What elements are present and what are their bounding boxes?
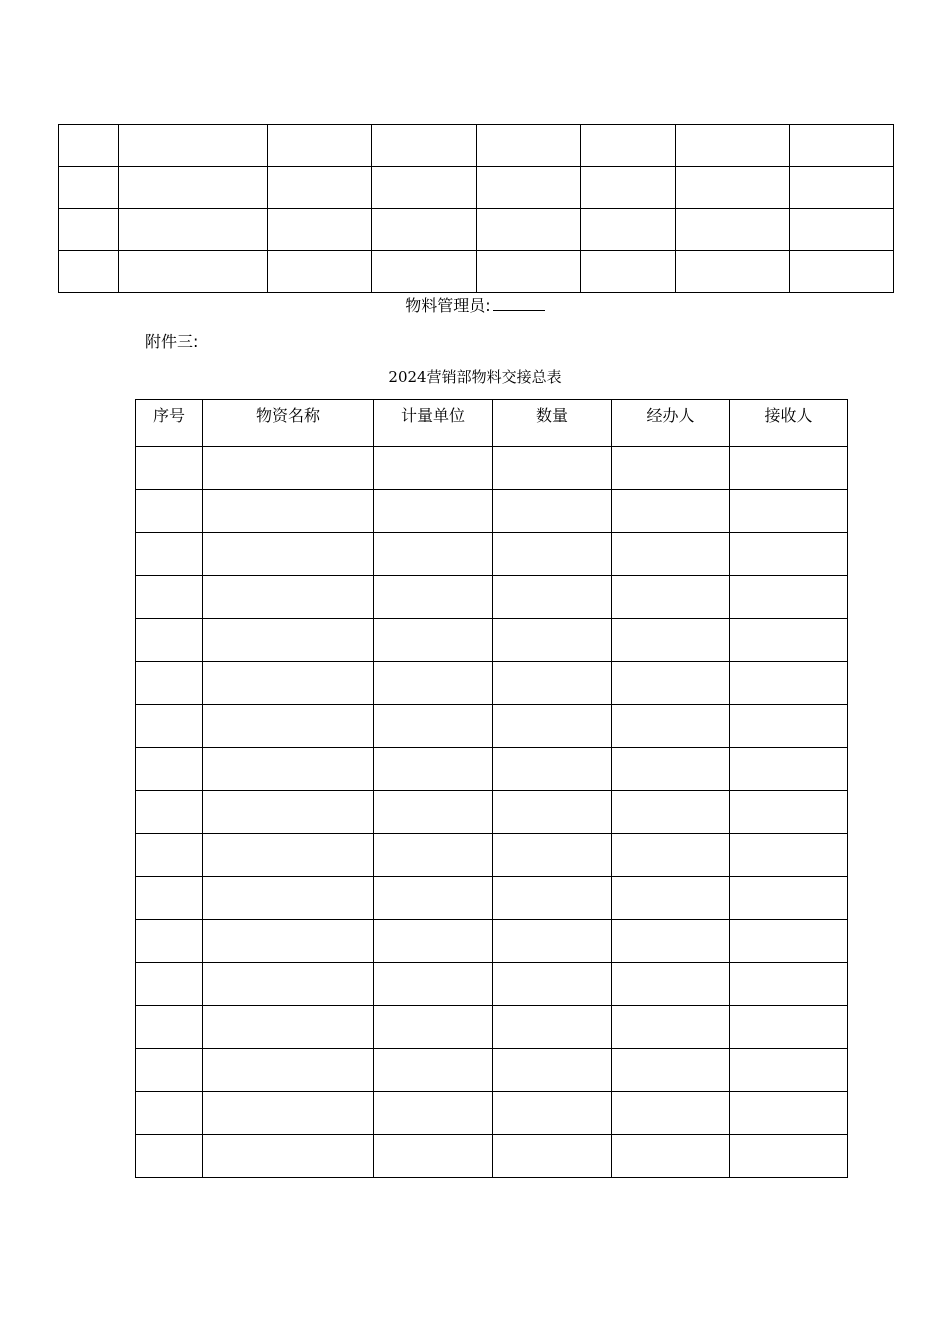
table-cell[interactable] — [374, 619, 493, 662]
table-cell[interactable] — [493, 447, 612, 490]
table-row — [59, 125, 894, 167]
header-material-name: 物资名称 — [203, 400, 374, 447]
table-cell[interactable] — [581, 209, 676, 251]
table-cell[interactable] — [203, 662, 374, 705]
table-cell[interactable] — [477, 125, 581, 167]
table-cell[interactable] — [372, 167, 477, 209]
table-cell[interactable] — [203, 963, 374, 1006]
table-cell[interactable] — [203, 490, 374, 533]
table-row — [136, 447, 848, 490]
table-cell[interactable] — [612, 705, 730, 748]
table-row — [59, 209, 894, 251]
table-cell[interactable] — [493, 1049, 612, 1092]
table-cell[interactable] — [612, 963, 730, 1006]
table-cell[interactable] — [612, 533, 730, 576]
table-row — [136, 1006, 848, 1049]
table-cell[interactable] — [790, 251, 894, 293]
table-row — [136, 533, 848, 576]
table-cell[interactable] — [119, 125, 268, 167]
table-cell[interactable] — [493, 963, 612, 1006]
table-cell[interactable] — [730, 791, 848, 834]
table-cell[interactable] — [790, 125, 894, 167]
table-cell[interactable] — [581, 125, 676, 167]
table-cell[interactable] — [790, 167, 894, 209]
table-cell[interactable] — [612, 1135, 730, 1178]
table-cell[interactable] — [493, 533, 612, 576]
table-cell[interactable] — [59, 209, 119, 251]
table-cell[interactable] — [374, 533, 493, 576]
table-cell[interactable] — [203, 447, 374, 490]
table-cell[interactable] — [59, 125, 119, 167]
table-cell[interactable] — [612, 834, 730, 877]
table-cell[interactable] — [730, 920, 848, 963]
table-cell[interactable] — [730, 877, 848, 920]
table-cell[interactable] — [612, 1049, 730, 1092]
table-cell[interactable] — [676, 167, 790, 209]
attachment-label: 附件三: — [145, 332, 199, 351]
table-row — [136, 920, 848, 963]
table-row — [136, 1049, 848, 1092]
table-cell[interactable] — [119, 251, 268, 293]
table-cell[interactable] — [374, 1092, 493, 1135]
signature-blank[interactable] — [493, 293, 545, 311]
table-cell[interactable] — [730, 1049, 848, 1092]
table-cell[interactable] — [493, 1135, 612, 1178]
table-cell[interactable] — [493, 576, 612, 619]
table-cell[interactable] — [612, 1092, 730, 1135]
handover-summary-table — [135, 399, 848, 1178]
table-row — [136, 705, 848, 748]
table-cell[interactable] — [136, 447, 203, 490]
table-cell[interactable] — [493, 1092, 612, 1135]
table-cell[interactable] — [203, 1092, 374, 1135]
table-cell[interactable] — [374, 1006, 493, 1049]
table-cell[interactable] — [730, 619, 848, 662]
table-cell[interactable] — [136, 533, 203, 576]
table-cell[interactable] — [268, 125, 372, 167]
table-cell[interactable] — [612, 877, 730, 920]
table-cell[interactable] — [676, 125, 790, 167]
table-cell[interactable] — [612, 576, 730, 619]
table-cell[interactable] — [374, 834, 493, 877]
table-cell[interactable] — [730, 447, 848, 490]
table-cell[interactable] — [730, 662, 848, 705]
table-cell[interactable] — [477, 167, 581, 209]
table-cell[interactable] — [612, 662, 730, 705]
table-row — [136, 877, 848, 920]
table-cell[interactable] — [268, 167, 372, 209]
table-cell[interactable] — [203, 1049, 374, 1092]
table-cell[interactable] — [493, 791, 612, 834]
header-receiver: 接收人 — [730, 400, 848, 447]
table-row — [136, 748, 848, 791]
table-cell[interactable] — [136, 920, 203, 963]
table-cell[interactable] — [493, 920, 612, 963]
table-row — [136, 791, 848, 834]
table-cell[interactable] — [136, 963, 203, 1006]
table-cell[interactable] — [372, 125, 477, 167]
table-cell[interactable] — [493, 662, 612, 705]
table-cell[interactable] — [612, 619, 730, 662]
header-unit: 计量单位 — [374, 400, 493, 447]
table-cell[interactable] — [136, 791, 203, 834]
table-cell[interactable] — [374, 576, 493, 619]
table-cell[interactable] — [730, 748, 848, 791]
table-cell[interactable] — [493, 619, 612, 662]
table-cell[interactable] — [374, 1135, 493, 1178]
table-cell[interactable] — [374, 791, 493, 834]
table-cell[interactable] — [493, 834, 612, 877]
header-quantity: 数量 — [493, 400, 612, 447]
table-cell[interactable] — [612, 1006, 730, 1049]
table-cell[interactable] — [493, 748, 612, 791]
table-cell[interactable] — [612, 791, 730, 834]
table-cell[interactable] — [374, 877, 493, 920]
table-cell[interactable] — [136, 705, 203, 748]
table-cell[interactable] — [119, 167, 268, 209]
table-cell[interactable] — [374, 920, 493, 963]
table-cell[interactable] — [268, 209, 372, 251]
table-cell[interactable] — [676, 209, 790, 251]
table-cell[interactable] — [477, 209, 581, 251]
table-cell[interactable] — [374, 705, 493, 748]
header-serial-number: 序号 — [136, 400, 203, 447]
table-row — [136, 576, 848, 619]
table-cell[interactable] — [119, 209, 268, 251]
header-row — [136, 400, 848, 447]
table-cell[interactable] — [612, 447, 730, 490]
table-cell[interactable] — [203, 748, 374, 791]
table-cell[interactable] — [493, 705, 612, 748]
table-cell[interactable] — [203, 619, 374, 662]
table-cell[interactable] — [203, 576, 374, 619]
table-cell[interactable] — [203, 834, 374, 877]
table-cell[interactable] — [136, 662, 203, 705]
table-cell[interactable] — [374, 447, 493, 490]
table-cell[interactable] — [374, 662, 493, 705]
table-cell[interactable] — [730, 834, 848, 877]
table-cell[interactable] — [612, 490, 730, 533]
table-cell[interactable] — [59, 251, 119, 293]
table-cell[interactable] — [374, 748, 493, 791]
table-cell[interactable] — [136, 576, 203, 619]
table-cell[interactable] — [268, 251, 372, 293]
table-cell[interactable] — [136, 1135, 203, 1178]
table-cell[interactable] — [581, 251, 676, 293]
table-cell[interactable] — [374, 490, 493, 533]
table-row — [136, 834, 848, 877]
table-cell[interactable] — [730, 963, 848, 1006]
table-cell[interactable] — [612, 748, 730, 791]
table-cell[interactable] — [136, 877, 203, 920]
table-cell[interactable] — [790, 209, 894, 251]
table-cell[interactable] — [136, 1006, 203, 1049]
table-row — [136, 1092, 848, 1135]
table-row — [136, 1135, 848, 1178]
table-cell[interactable] — [493, 1006, 612, 1049]
material-manager-label: 物料管理员: — [405, 296, 491, 315]
table-row — [136, 490, 848, 533]
table-cell[interactable] — [136, 748, 203, 791]
table-cell[interactable] — [203, 1006, 374, 1049]
table-cell[interactable] — [477, 251, 581, 293]
summary-table-title: 2024营销部物料交接总表 — [388, 368, 562, 386]
table-row — [136, 619, 848, 662]
table-row — [59, 167, 894, 209]
table-cell[interactable] — [136, 834, 203, 877]
table-cell[interactable] — [374, 963, 493, 1006]
material-manager-signature — [0, 293, 950, 318]
table-cell[interactable] — [374, 1049, 493, 1092]
table-cell[interactable] — [493, 877, 612, 920]
table-cell[interactable] — [203, 920, 374, 963]
table-cell[interactable] — [136, 1092, 203, 1135]
table-cell[interactable] — [136, 490, 203, 533]
table-cell[interactable] — [203, 1135, 374, 1178]
table-cell[interactable] — [203, 533, 374, 576]
table-row — [136, 963, 848, 1006]
table-cell[interactable] — [203, 791, 374, 834]
table-cell[interactable] — [730, 490, 848, 533]
table-cell[interactable] — [203, 705, 374, 748]
table-cell[interactable] — [730, 576, 848, 619]
table-cell[interactable] — [730, 1092, 848, 1135]
table-cell[interactable] — [372, 251, 477, 293]
table-cell[interactable] — [136, 1049, 203, 1092]
continuation-table — [58, 124, 894, 293]
header-handler: 经办人 — [612, 400, 730, 447]
table-row — [136, 662, 848, 705]
table-cell[interactable] — [59, 167, 119, 209]
table-cell[interactable] — [730, 705, 848, 748]
table-cell[interactable] — [372, 209, 477, 251]
table-row — [59, 251, 894, 293]
table-cell[interactable] — [612, 920, 730, 963]
table-cell[interactable] — [730, 1006, 848, 1049]
table-cell[interactable] — [203, 877, 374, 920]
table-cell[interactable] — [136, 619, 203, 662]
table-cell[interactable] — [730, 1135, 848, 1178]
table-cell[interactable] — [676, 251, 790, 293]
table-cell[interactable] — [730, 533, 848, 576]
table-cell[interactable] — [581, 167, 676, 209]
table-cell[interactable] — [493, 490, 612, 533]
